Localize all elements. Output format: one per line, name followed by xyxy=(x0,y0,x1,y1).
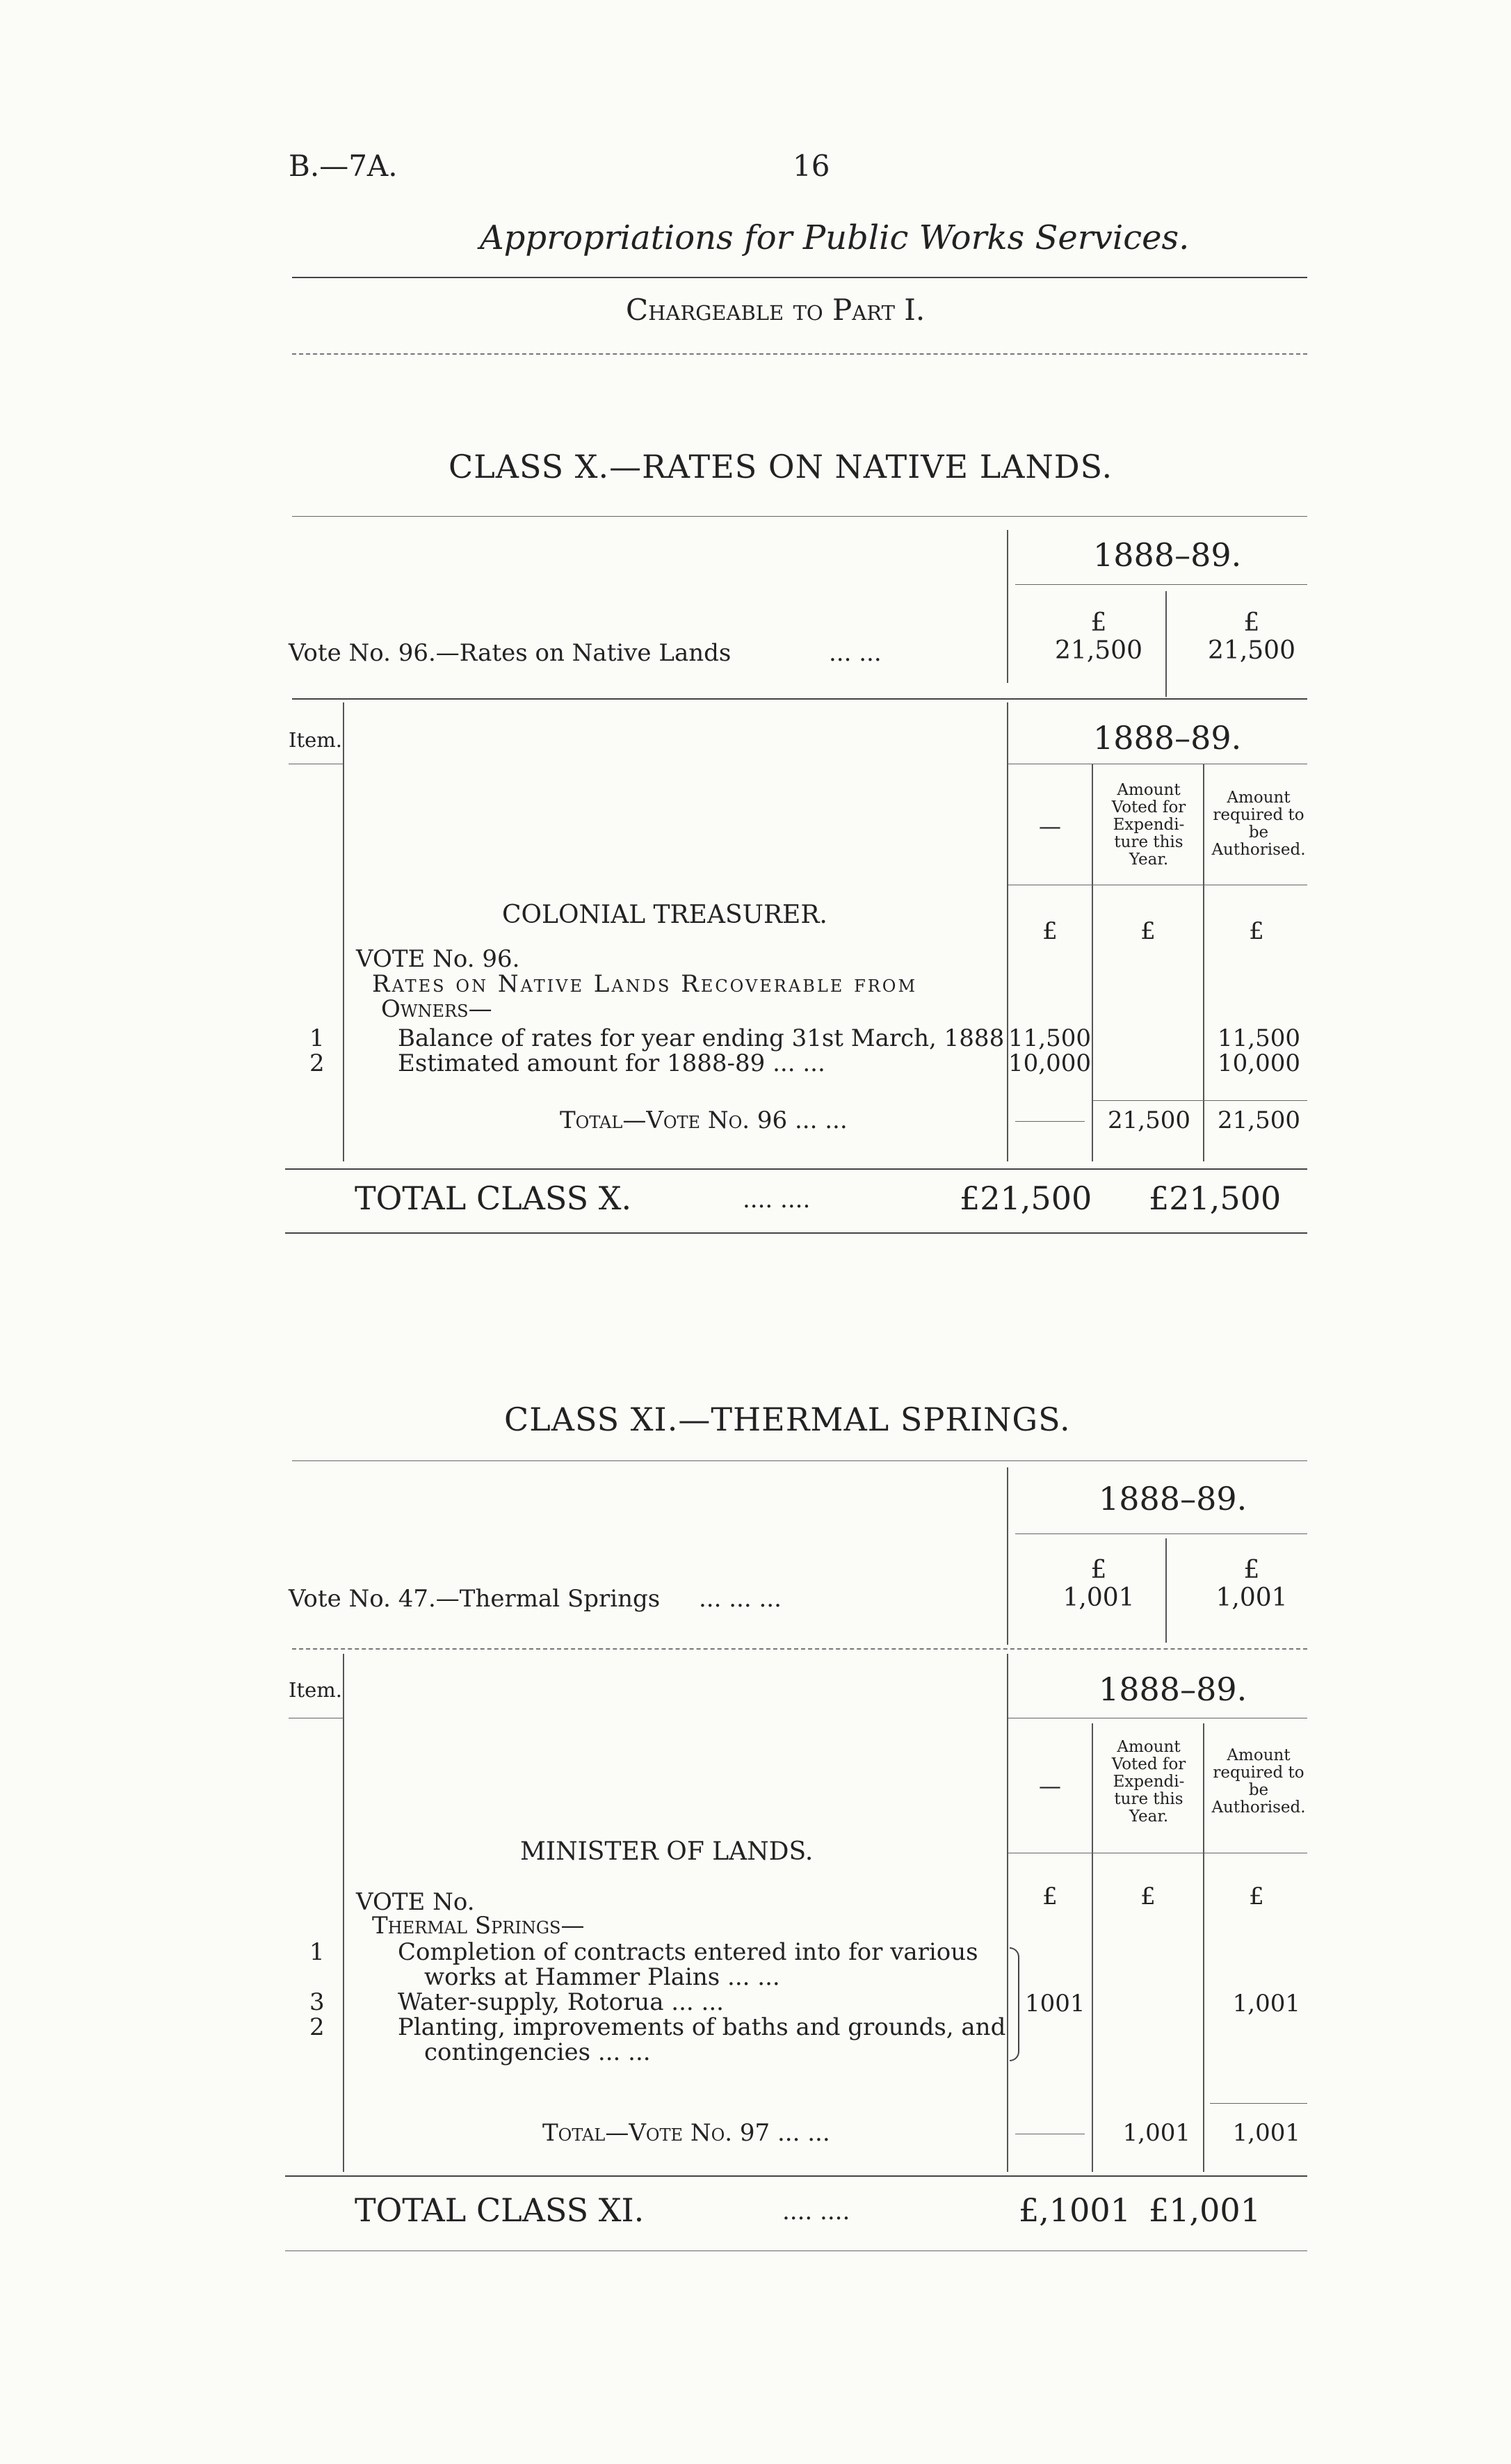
class-x-grand-total-dots: .... .... xyxy=(743,1186,811,1214)
class-x-row-1-col3: 11,500 xyxy=(1218,1024,1300,1052)
class-x-summary-amount-2: 21,500 xyxy=(1208,636,1295,665)
class-xi-row-2-item: 3 xyxy=(309,1988,325,2016)
class-xi-summary-col-divider xyxy=(1165,1538,1167,1643)
class-x-summary-year: 1888–89. xyxy=(1093,536,1242,574)
class-xi-currency-col1: £ xyxy=(1042,1883,1058,1910)
class-xi-row-3-desc: Planting, improvements of baths and grounds, and xyxy=(398,2013,1006,2041)
class-xi-title: CLASS XI.—THERMAL SPRINGS. xyxy=(504,1401,1071,1438)
class-xi-department: MINISTER OF LANDS. xyxy=(520,1837,814,1866)
class-x-vote-total-col2: 21,500 xyxy=(1108,1106,1190,1134)
class-x-row-2-desc: Estimated amount for 1888-89 ... ... xyxy=(398,1049,825,1077)
class-xi-vote-label: Vote No. 47.—Thermal Springs xyxy=(289,1585,661,1613)
class-x-currency-col3: £ xyxy=(1249,917,1264,945)
class-xi-grand-total-label: TOTAL CLASS XI. xyxy=(355,2191,645,2229)
class-xi-row-3-item: 2 xyxy=(309,2013,325,2041)
class-xi-summary-currency-1: £ xyxy=(1090,1556,1107,1584)
class-xi-vote-heading-1: Thermal Springs— xyxy=(372,1912,585,1940)
page-number: 16 xyxy=(793,149,830,183)
class-xi-row-1-desc: Completion of contracts entered into for various xyxy=(398,1938,978,1966)
class-xi-summary-bottom-rule xyxy=(292,1648,1307,1650)
class-xi-vote-total-col2: 1,001 xyxy=(1122,2119,1190,2147)
class-x-summary-year-rule xyxy=(1015,584,1307,585)
class-x-grand-total-amount-2: £21,500 xyxy=(1149,1179,1282,1217)
document-reference: B.—7A. xyxy=(289,149,398,183)
class-xi-vote-total-col3: 1,001 xyxy=(1232,2119,1300,2147)
class-x-col1-header: — xyxy=(1039,813,1061,839)
class-x-summary-currency-2: £ xyxy=(1243,609,1260,637)
class-xi-summary-currency-2: £ xyxy=(1243,1556,1260,1584)
class-xi-table-year: 1888–89. xyxy=(1099,1670,1247,1708)
class-xi-summary-year: 1888–89. xyxy=(1099,1480,1247,1517)
class-xi-vote-total-top-rule xyxy=(1210,2103,1307,2104)
class-xi-item-label: Item. xyxy=(289,1678,342,1702)
class-xi-currency-col2: £ xyxy=(1140,1883,1156,1910)
class-xi-row-1-desc-cont: works at Hammer Plains ... ... xyxy=(424,1963,780,1991)
class-x-vote-heading-1: Rates on Native Lands Recoverable from xyxy=(372,970,918,998)
class-xi-title-rule xyxy=(292,1460,1307,1461)
class-xi-grand-total-dots: .... .... xyxy=(782,2198,850,2225)
class-x-row-2-item: 2 xyxy=(309,1049,325,1077)
class-x-grand-total-amount-1: £21,500 xyxy=(960,1179,1092,1217)
class-x-col2-header: Amount Voted for Expendi-ture this Year. xyxy=(1111,781,1186,869)
class-x-vote-total-dash xyxy=(1015,1121,1085,1122)
class-x-grand-total-label: TOTAL CLASS X. xyxy=(355,1179,632,1217)
class-x-vote-label: Vote No. 96.—Rates on Native Lands xyxy=(289,639,732,667)
class-x-item-label: Item. xyxy=(289,728,342,752)
class-x-total-bottom-rule xyxy=(285,1232,1307,1234)
class-xi-summary-year-rule xyxy=(1015,1533,1307,1534)
class-xi-items-bracket xyxy=(1010,1947,1019,2061)
class-x-row-1-item: 1 xyxy=(309,1024,325,1052)
class-x-table-item-divider xyxy=(343,702,344,1161)
class-x-summary-divider xyxy=(1007,530,1008,683)
class-x-table-year: 1888–89. xyxy=(1093,719,1242,757)
class-xi-vote-total-label: Total—Vote No. 97 ... ... xyxy=(542,2119,830,2147)
class-xi-grand-total-amount-2: £1,001 xyxy=(1149,2191,1261,2229)
class-x-vote-dots: ... ... xyxy=(829,639,882,667)
class-x-summary-col-divider xyxy=(1165,591,1167,697)
class-x-currency-col2: £ xyxy=(1140,917,1156,945)
class-x-row-2-col3: 10,000 xyxy=(1218,1049,1300,1077)
class-x-row-1-col1: 11,500 xyxy=(1008,1024,1091,1052)
class-x-vote-total-label: Total—Vote No. 96 ... ... xyxy=(560,1106,848,1134)
class-xi-table-item-divider xyxy=(343,1654,344,2172)
class-x-department: COLONIAL TREASURER. xyxy=(502,901,827,929)
class-xi-col3-header: Amount required to be Authorised. xyxy=(1211,1746,1306,1817)
class-x-vote-total-col3: 21,500 xyxy=(1218,1106,1300,1134)
class-xi-total-top-rule xyxy=(285,2175,1307,2177)
class-xi-bracket-col3: 1,001 xyxy=(1232,1990,1300,2018)
class-x-table-col3-divider xyxy=(1203,764,1204,1161)
class-xi-col2-header: Amount Voted for Expendi-ture this Year. xyxy=(1111,1738,1186,1826)
class-x-col3-header: Amount required to be Authorised. xyxy=(1211,789,1306,859)
class-x-title-rule xyxy=(292,516,1307,517)
class-x-title: CLASS X.—RATES ON NATIVE LANDS. xyxy=(449,448,1113,485)
header-rule xyxy=(292,277,1307,278)
class-xi-col1-header: — xyxy=(1039,1773,1061,1799)
class-x-row-2-col1: 10,000 xyxy=(1008,1049,1091,1077)
class-x-vote-heading-2: Owners— xyxy=(381,995,492,1023)
class-x-vote-total-top-rule xyxy=(1093,1100,1307,1101)
class-xi-row-3-desc-cont: contingencies ... ... xyxy=(424,2038,651,2066)
page-subtitle: Chargeable to Part I. xyxy=(626,293,926,327)
class-xi-summary-amount-1: 1,001 xyxy=(1062,1584,1135,1612)
class-xi-table-col3-divider xyxy=(1203,1723,1204,2172)
class-x-summary-bottom-rule xyxy=(292,698,1307,700)
class-x-total-top-rule xyxy=(285,1168,1307,1170)
class-xi-summary-divider xyxy=(1007,1467,1008,1645)
class-xi-summary-amount-2: 1,001 xyxy=(1215,1584,1288,1612)
class-x-vote-number: VOTE No. 96. xyxy=(356,945,520,973)
class-xi-row-2-desc: Water-supply, Rotorua ... ... xyxy=(398,1988,724,2016)
class-xi-table-desc-divider xyxy=(1007,1654,1008,2172)
class-xi-total-bottom-rule xyxy=(285,2250,1307,2251)
class-x-row-1-desc: Balance of rates for year ending 31st March, 1888 xyxy=(398,1024,1005,1052)
class-xi-vote-number: VOTE No. xyxy=(356,1888,475,1916)
class-x-currency-col1: £ xyxy=(1042,917,1058,945)
class-x-summary-amount-1: 21,500 xyxy=(1055,636,1142,665)
subtitle-rule xyxy=(292,353,1307,355)
class-x-summary-currency-1: £ xyxy=(1090,609,1107,637)
class-xi-grand-total-amount-1: £,1001 xyxy=(1019,2191,1131,2229)
class-xi-row-1-item: 1 xyxy=(309,1938,325,1966)
class-xi-vote-dots: ... ... ... xyxy=(699,1585,782,1613)
class-xi-table-col2-divider xyxy=(1092,1723,1093,2172)
class-x-table-col2-divider xyxy=(1092,764,1093,1161)
class-xi-currency-col3: £ xyxy=(1249,1883,1264,1910)
class-xi-bracket-amount: 1001 xyxy=(1025,1990,1085,2018)
page-title: Appropriations for Public Works Services. xyxy=(480,218,1190,257)
